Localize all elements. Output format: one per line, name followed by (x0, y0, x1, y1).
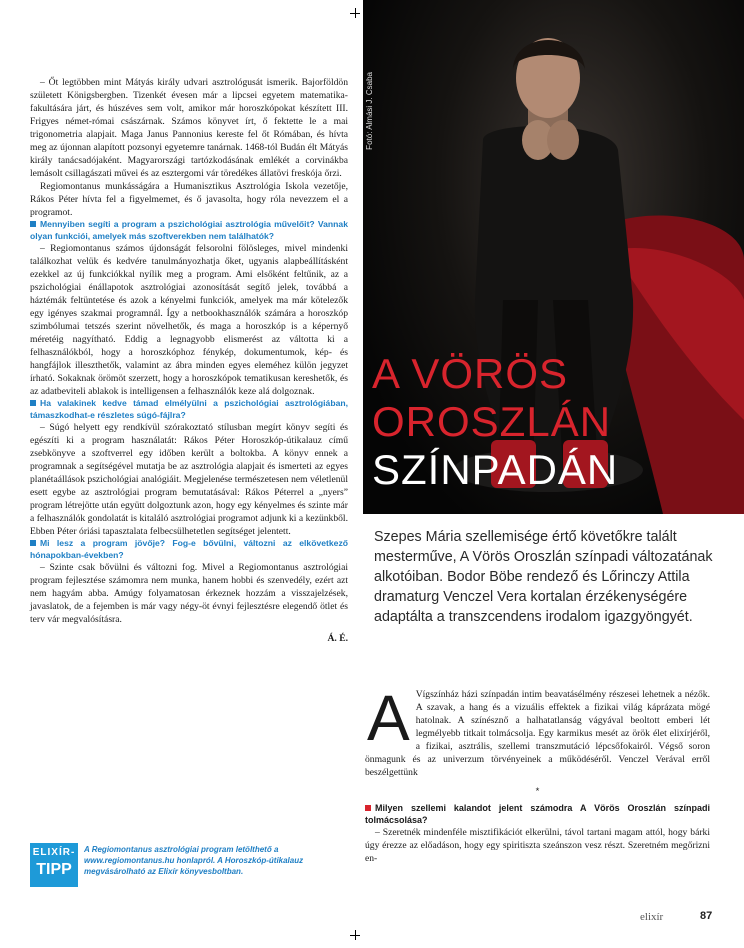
article-column (365, 682, 710, 865)
tipp-text: A Regiomontanus asztrológiai program letölthető a www.regiomontanus.hu honlapról. A Horoszkóp-útikalauz megvásárolható az Elixír könyvesboltban. (84, 845, 304, 876)
paragraph: Regiomontanus munkásságára a Humanisztikus Asztrológia Iskola vezetője, Rákos Péter hívta fel a figyelmemet, és ő javasolta, hogy róla nevezzem el a programot. (30, 181, 348, 218)
question-text: Milyen szellemi kalandot jelent számodra A Vörös Oroszlán színpadi tolmácsolása? (365, 803, 710, 825)
question (30, 398, 348, 421)
paragraph: – Szeretnék mindenféle misztifikációt elkerülni, távol tartani magam attól, hogy bárki úgy érezze az előadáson, hogy egy spiritiszta szeánszon vesz részt. Szeretném megőrizni en- (365, 827, 710, 864)
bullet-square-icon (30, 400, 36, 406)
drop-cap: A (367, 682, 410, 754)
question (30, 538, 348, 561)
question-text: Mennyiben segíti a program a pszichológiai asztrológia művelőit? Vannak olyan funkciói, amelyek más szoftverekben nem találhatók? (30, 219, 348, 241)
author-signature: Á. É. (327, 633, 348, 644)
title-line-1: A VÖRÖS (372, 350, 569, 397)
paragraph: – Regiomontanus számos újdonságát felsorolni fölösleges, mivel mindenki találkozhat velük és kedvére tanulmányozhatja őket, ugyanis alapbeállításként ezekkel az új funkciókkal nyílik meg a program. Ami elsőként feltűnik, az a pszichológiai énállapotok asztrológiai azonosítását segítő jelek, továbbá a háztémák feltüntetése és azok a kényelmi funkciók, amelyek ma már kötelezők egy igényes szakmai programnál. Így a netbookhasználók számára a horoszkóp szimbólumai tetszés szerint növelhetők, és maga a horoszkóp is a képernyő méretéig nagyítható. Eddig a legnagyobb elismerést az váltotta ki a felhasználókból, hogy a horoszkóphoz fénykép, dokumentumok, kép- és hangfájlok illeszthetők, valamint az ábra minden egyes eleméhez külön jegyzet írható. Sokaknak örömöt szerzett, hogy a horoszkópok tematikusan kereshetők, és az adatbeviteli ablakok is intelligensen a felhasználók keze alá dolgoznak. (30, 243, 348, 397)
bullet-square-icon (30, 540, 36, 546)
crop-mark (350, 935, 360, 936)
lead-paragraph: Szepes Mária szellemisége értő követőkre talált mesterműve, A Vörös Oroszlán színpadi változatának alkotóiban. Bodor Böbe rendező és Lőrinczy Attila dramaturg Venczel Vera kortalan érzékenységére adaptálta a transzcendens irodalom igazgyöngyét. (374, 529, 713, 625)
tipp-label-bottom: TIPP (36, 861, 72, 878)
paragraph: – Őt legtöbben mint Mátyás király udvari asztrológusát ismerik. Bajorföldön született Königsbergben. Tizenkét évesen már a lipcsei egyetem matematika-fakultására járt, és húszéves sem volt, amikor már horoszkópokat készített III. Frigyes német-római császárnak. Számos könyvet írt, ő fektette le a mai trigonometria alapjait. Maga Janus Pannonius kereste fel őt Rómában, és hívta meg az újonnan alapított pozsonyi egyetemre tanárnak. 1468-tól Budán élt Mátyás király tanácsadójaként. Magyarországi tartózkodásának emlékét a corvinákba lemásolt csillagászati művei és az esztergomi vár töredékes állatövi freskója őrzi. (30, 77, 348, 179)
bullet-square-icon (30, 221, 36, 227)
question (30, 219, 348, 242)
intro-paragraph (365, 682, 710, 779)
question-text: Mi lesz a program jövője? Fog-e bővülni, változni az elkövetkező hónapokban-években? (30, 538, 348, 560)
intro-text: Vígszínház házi színpadán intim beavatásélmény részesei lehetnek a nézők. A szavak, a hang és a vizuális effektek a fizikai világ káprázata mögé hatolnak. A színésznő a halhatatlanság vágyával beoltott emberi lét legmélyebb titkait tolmácsolja. Egy karmikus mesét az örök élet elixírjéről, a fizikai, asztrális, szellemi transzmutáció lépcsőfokairól. Végső soron önmagunk és az univerzum törvényeinek a működéséről. Venczel Verával erről beszélgettünk (365, 689, 710, 778)
title-line-3: SZÍNPADÁN (372, 446, 619, 493)
paragraph: – Súgó helyett egy rendkívül szórakoztató stílusban megírt könyv segíti és egészíti ki a program használatát: Rákos Péter Horoszkóp-útikalauz című zsebkönyve a szoftverrel egy időben került a boltokba. A könyv ennek a programnak a segítségével mutatja be az asztrológia alapjait és ismerteti az egyes planétaállások pszichológiai analógiáit. Megjelenése természetesen nem véletlenül esett egybe az asztrológiai program bemutatásával: Rákos Péterrel a „nyers” program létrejötte után együtt dolgoztunk azon, hogy egy kényelmes és szinte már a felhasználók gondolatát is kitaláló asztrológiai programot adjunk ki a kezünkből. Ebben Péter óriási tapasztalata felbecsülhetetlen segítséget jelentett. (30, 422, 348, 537)
magazine-name: elixír (640, 911, 664, 923)
crop-mark (350, 13, 360, 14)
interview-column (30, 76, 348, 645)
tipp-label-top: ELIXÍR- (32, 847, 76, 858)
question-text: Ha valakinek kedve támad elmélyülni a pszichológiai asztrológiában, támaszkodhat-e részletes súgó-fájlra? (30, 398, 348, 420)
elixir-tipp-badge (30, 843, 78, 887)
question (365, 802, 710, 826)
title-line-2: OROSZLÁN (372, 398, 612, 445)
photo-credit: Fotó: Almási J. Csaba (365, 72, 374, 150)
bullet-square-icon (365, 805, 371, 811)
stage-photo (363, 0, 744, 514)
page-number: 87 (700, 910, 713, 922)
section-divider: * (535, 786, 540, 797)
paragraph: – Szinte csak bővülni és változni fog. Mivel a Regiomontanus asztrológiai program fejlesztése számomra nem munka, hanem hobbi és szenvedély, ezért azt nem hagyám abba. Amúgy folyamatosan érkeznek hozzám a visszajelzések, javaslatok, de a fejemben is már vagy négy-öt évnyi fejlesztésre elegendő ötlet és terv vár megvalósításra. (30, 562, 348, 625)
